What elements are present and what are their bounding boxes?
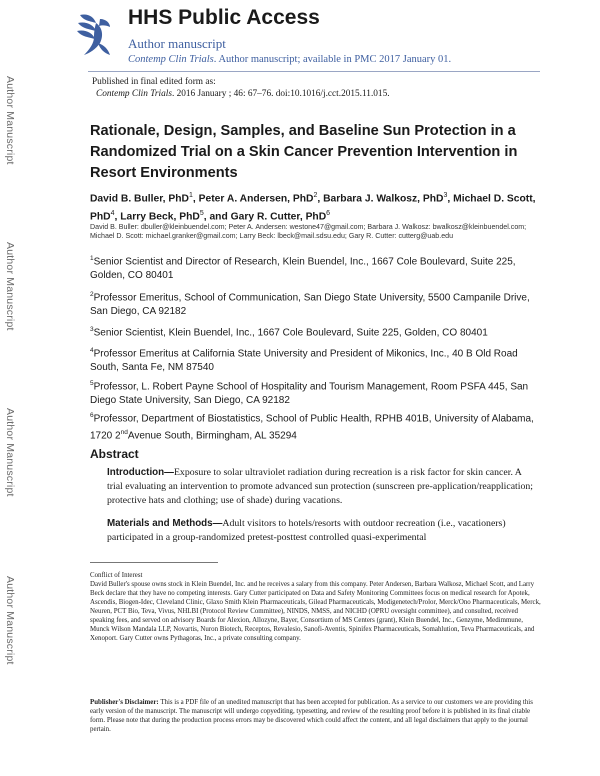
affiliation-number: 1 [90, 255, 94, 262]
affiliation-number: 3 [90, 326, 94, 333]
disclaimer-text: This is a PDF file of an unedited manuscript that has been accepted for publication. As a service to our customers we are providing this early version of the manuscript. The manuscript will undergo copyediting, typesetting, and review of the resulting proof before it is published in its final citable form. Please note that during the production process errors may be discovered which could affect the content, and all legal disclaimers that apply to the journal pertain. [90, 699, 533, 733]
affiliation-text: Professor Emeritus at California State University and President of Mikonics, Inc., 40 B Old Road South, Santa Fe, NM 87540 [90, 348, 518, 374]
affiliation-text: Professor, L. Robert Payne School of Hospitality and Tourism Management, Room PSFA 445, San Diego State University, San Diego, CA 92182 [90, 381, 529, 407]
author-emails: David B. Buller: dbuller@kleinbuendel.com; Peter A. Andersen: westone47@gmail.com; Barbara J. Walkosz: bwalkosz@kleinbuendel.com; Michael D. Scott: michael.granker@gmail.com; Larry Beck: lbeck@mail.sdsu.edu; Gary R. Cutter: cutterg@uab.edu [90, 223, 527, 240]
affiliation-number: 2 [90, 291, 94, 298]
author-name: Larry Beck, PhD [120, 211, 200, 223]
author-name: Gary R. Cutter, PhD [230, 211, 327, 223]
author-manuscript-watermark: Author Manuscript [4, 75, 16, 165]
author-manuscript-watermark: Author Manuscript [4, 241, 16, 331]
journal-name: Contemp Clin Trials [128, 54, 214, 65]
author-affiliation-number: 6 [326, 209, 331, 217]
footnote-divider [90, 562, 218, 563]
author-name: David B. Buller, PhD [90, 193, 189, 205]
methods-text: Adult visitors to hotels/resorts with outdoor recreation (i.e., vacationers) participated in a group-randomized pretest-posttest controlled quasi-experimental [107, 518, 506, 543]
citation-details: . 2016 January ; 46: 67–76. doi:10.1016/j.cct.2015.11.015. [171, 89, 390, 99]
abstract-methods [107, 517, 537, 545]
author-affiliation-number: 2 [313, 192, 318, 199]
affiliation [90, 409, 540, 444]
header-divider [88, 71, 540, 72]
article-title: Rationale, Design, Samples, and Baseline Sun Protection in a Randomized Trial on a Skin Cancer Prevention Intervention in Resort Environments [90, 123, 518, 181]
methods-lead: Materials and Methods— [107, 518, 223, 529]
affiliation-text: Senior Scientist, Klein Buendel, Inc., 1667 Cole Boulevard, Suite 225, Golden, CO 80401 [93, 327, 488, 339]
abstract-heading: Abstract [90, 447, 139, 461]
coi-text: David Buller's spouse owns stock in Klein Buendel, Inc. and he receives a salary from this company. Peter Andersen, Barbara Walkosz, Michael Scott, and Larry Beck declare that they have no competing interests. Gary Cutter participated on Data and Safety Monitoring Committees focus on medical research for Apotek, Ascendis, Biogen-Idec, Cleveland Clinic, Glaxo Smith Klein Pharmaceuticals, Gilead Pharmaceuticals, Modigenetech/Prolor, Merck/Ono Pharmaceuticals, Merck, Neuren, PCT Bio, Teva, Vivus, NHLBI (Protocol Review Committee), NINDS, NMSS, and NICHD (OPRU oversight committee), and consulted, received speaking fees, and served on advisory Boards for Alexion, Allozyne, Bayer, Consortium of MS Centers (grant), Klein Buendel, Inc., Genzyme, Medimmune, Munck Wilson Mandala LLP, Novartis, Nuron Biotech, Receptos, Revalesio, Sanofi-Aventis, Spinifex Pharmaceuticals, Somahlution, Teva Pharmaceuticals, and Xenoport. Gary Cutter owns Pythagoras, Inc., a private consulting company. [90, 580, 541, 642]
author-separator: , and [203, 211, 231, 223]
author-affiliation-number: 4 [110, 209, 115, 217]
affiliation [90, 377, 540, 408]
affiliation [90, 288, 540, 319]
affiliation-text: Senior Scientist and Director of Research, Klein Buendel, Inc., 1667 Cole Boulevard, Suite 225, Golden, CO 80401 [90, 256, 516, 282]
author-affiliation-number: 3 [443, 192, 448, 199]
publication-label: Published in final edited form as: [92, 77, 216, 87]
affiliation [90, 344, 540, 375]
author-separator: , [317, 193, 324, 205]
abstract-introduction [107, 466, 537, 508]
availability-text: . Author manuscript; available in PMC 2017 January 01. [213, 54, 452, 65]
author-name: Peter A. Andersen, PhD [198, 193, 314, 205]
conflict-of-interest [90, 572, 542, 644]
author-separator: , [447, 193, 454, 205]
ordinal-suffix: nd [120, 429, 128, 437]
banner-subtitle: Author manuscript [128, 36, 226, 51]
publication-citation [92, 88, 552, 100]
affiliation-text: Professor, Department of Biostatistics, School of Public Health, RPHB 401B, University of Alabama, 1720 2 [90, 413, 534, 442]
disclaimer-lead: Publisher's Disclaimer: [90, 699, 159, 706]
author-list [90, 189, 540, 225]
introduction-text: Exposure to solar ultraviolet radiation during recreation is a risk factor for skin cancer. A trial evaluating an intervention to promote advanced sun protection (sunscreen pre-application/reapplication; protective hats and clothing; use of shade) during vacations. [107, 467, 534, 506]
citation-journal: Contemp Clin Trials [96, 89, 172, 99]
author-manuscript-watermark: Author Manuscript [4, 575, 16, 665]
publisher-disclaimer [90, 698, 542, 734]
coi-heading: Conflict of Interest [90, 572, 143, 579]
hhs-eagle-logo-icon [74, 9, 116, 59]
journal-availability-line [128, 54, 451, 65]
affiliation-number: 5 [90, 380, 94, 387]
author-separator: , [192, 193, 199, 205]
author-separator: , [114, 211, 121, 223]
publication-note [92, 76, 552, 100]
banner-title: HHS Public Access [128, 6, 320, 29]
author-manuscript-watermark: Author Manuscript [4, 407, 16, 497]
affiliation [90, 323, 540, 340]
affiliation-number: 6 [90, 412, 94, 419]
author-name: Barbara J. Walkosz, PhD [323, 193, 444, 205]
author-name: Michael D. Scott, PhD [90, 193, 536, 223]
introduction-lead: Introduction— [107, 467, 174, 478]
affiliation-text-cont: Avenue South, Birmingham, AL 35294 [127, 430, 297, 442]
author-affiliation-number: 1 [189, 192, 193, 199]
affiliation-number: 4 [90, 347, 94, 354]
affiliation-text: Professor Emeritus, School of Communication, San Diego State University, 5500 Campanile Drive, San Diego, CA 92182 [90, 292, 530, 318]
affiliation [90, 252, 540, 283]
author-affiliation-number: 5 [199, 209, 204, 217]
